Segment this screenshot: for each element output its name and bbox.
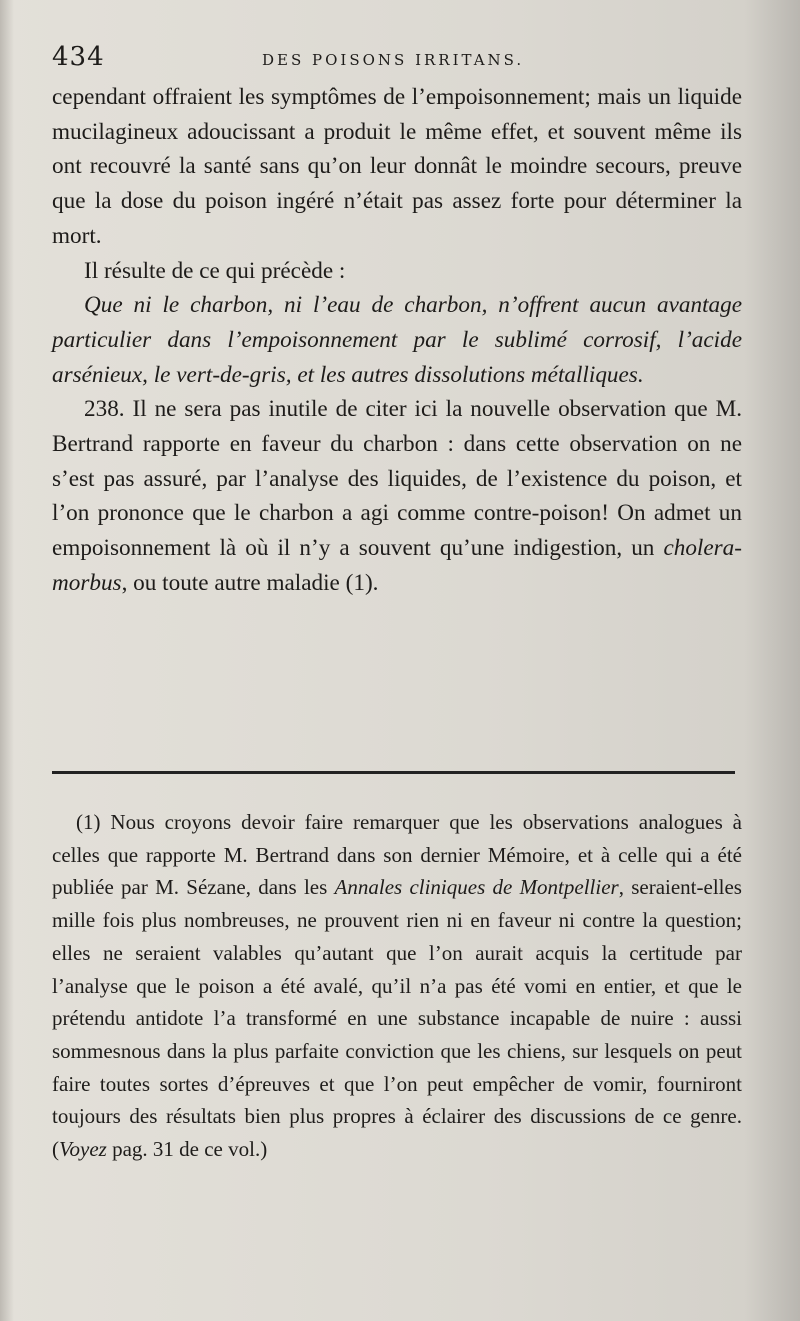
paragraph-resulte: Il résulte de ce qui précède : — [84, 257, 346, 284]
paragraph-238 — [52, 392, 742, 600]
journal-title: Annales cliniques de Montpellier — [334, 875, 619, 900]
paragraph-continuation: cependant offraient les symptômes de l’empoisonnement; mais un liquide mucilagineux adoucissant a produit le même effet, et souvent même ils ont recouvré la santé sans qu’on leur donnât le moindre secours, preuve que la dose du poison ingéré n’était pas assez forte pour déterminer la mort. — [52, 84, 742, 249]
footnote-text-middle: , seraient-elles mille fois plus nombreuses, ne prouvent rien ni en faveur ni contre la question; elles ne seraient valables qu’autant que l’on aurait acquis la certitude par l’analyse que le poison a été avalé, qu’il n’a pas été vomi en entier, et que le prétendu antidote l’a transformé en une substance incapable de nuire : aussi sommesnous dans la plus parfaite conviction que les chiens, sur lesquels on peut faire toutes sortes d’épreuves et que l’on peut empêcher de vomir, fourniront toujours des résultats bien plus propres à éclairer des discussions de ce genre. ( — [52, 875, 742, 1162]
page-header — [52, 42, 742, 82]
term-cholera-morbus: cholera-morbus — [52, 535, 742, 596]
voyez-reference: Voyez — [59, 1137, 107, 1162]
footnote-paragraph — [52, 806, 742, 1166]
footnote-separator — [52, 771, 735, 774]
footnote-text-start: (1) Nous croyons devoir faire remarquer que les observations analogues à celles que rapporte M. Bertrand dans son dernier Mémoire, et à celle qui a été publiée par M. Sézane, dans les — [52, 810, 742, 900]
paragraph-238-text: 238. Il ne sera pas inutile de citer ici la nouvelle observation que M. Bertrand rapporte en faveur du charbon : dans cette observation on ne s’est pas assuré, par l’analyse des liquides, de l’existence du poison, et l’on prononce que le charbon a agi comme contre-poison! On admet un empoisonnement là où il n’y a souvent qu’une indigestion, un — [52, 396, 742, 562]
page-number: 434 — [52, 42, 105, 72]
paragraph-238-end: , ou toute autre maladie (1). — [121, 569, 379, 596]
footnote — [52, 806, 742, 1166]
running-title: DES POISONS IRRITANS. — [262, 51, 525, 69]
main-text — [52, 80, 742, 601]
footnote-text-end: pag. 31 de ce vol.) — [106, 1137, 268, 1162]
conclusion-paragraph: Que ni le charbon, ni l’eau de charbon, n’offrent aucun avantage particulier dans l’empoisonnement par le sublimé corrosif, l’acide arsénieux, le vert-de-gris, et les autres dissolutions métalliques. — [52, 292, 742, 388]
